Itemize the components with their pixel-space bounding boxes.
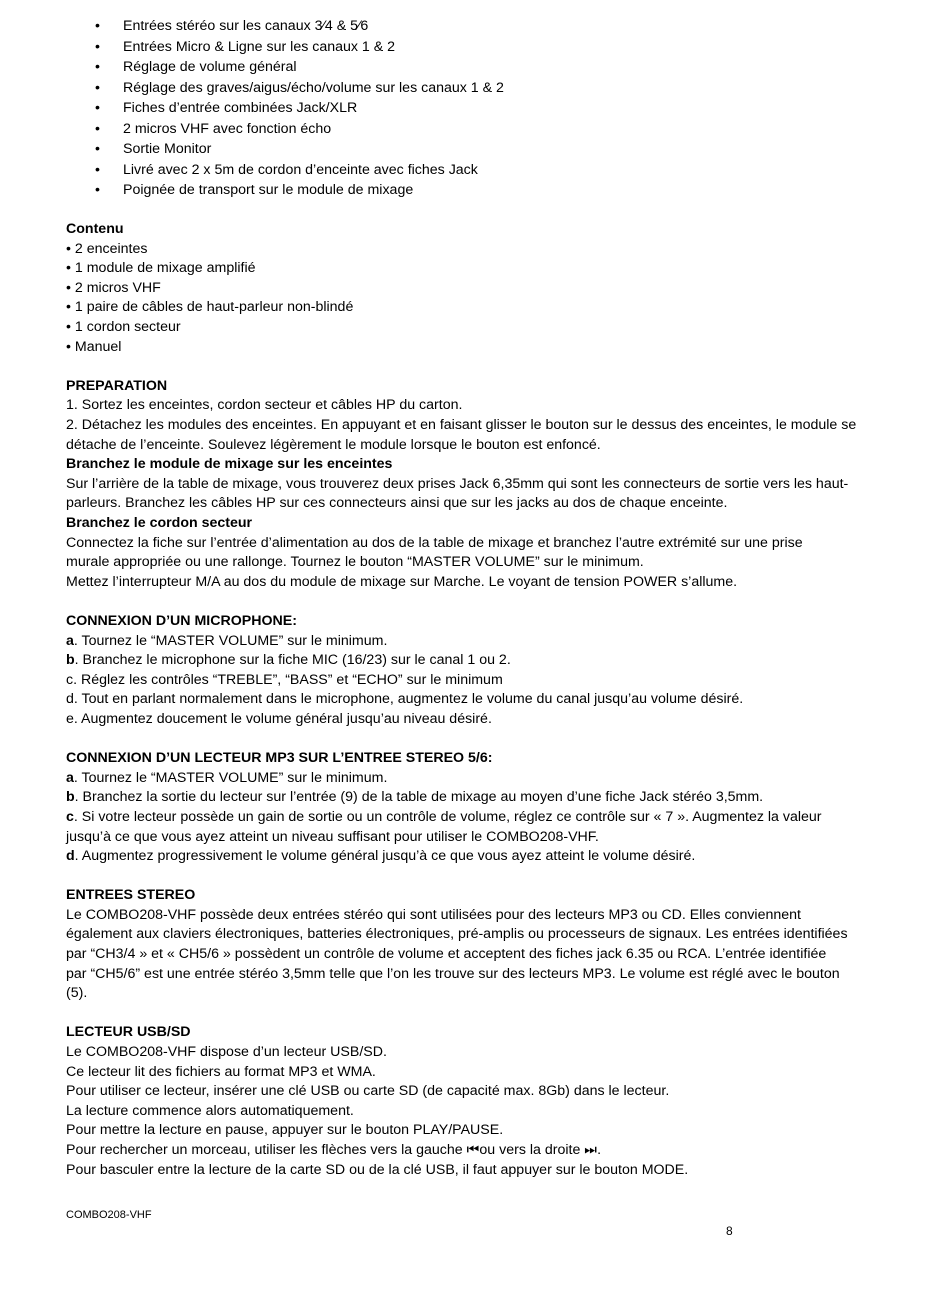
list-item: • Poignée de transport sur le module de mixage [66,180,886,201]
step-line: c. Si votre lecteur possède un gain de sortie ou un contrôle de volume, réglez ce contrôle sur « 7 ». Augmentez la valeur [66,808,822,825]
paragraph-line: 2. Détachez les modules des enceintes. En appuyant et en faisant glisser le bouton sur le dessus des enceintes, le module se [66,417,857,434]
document-page [66,16,886,1180]
paragraph-line: détache de l’enceinte. Soulevez légèrement le module lorsque le bouton est enfoncé. [66,436,601,453]
section-heading: CONNEXION D’UN MICROPHONE: [66,612,297,629]
paragraph-line: parleurs. Branchez les câbles HP sur ces connecteurs ainsi que sur les jacks au dos de chaque enceinte. [66,495,728,512]
paragraph-line: Pour utiliser ce lecteur, insérer une clé USB ou carte SD (de capacité max. 8Gb) dans le lecteur. [66,1083,670,1100]
step-key: c [66,808,74,825]
section-heading: ENTREES STEREO [66,887,196,904]
paragraph-line: Ce lecteur lit des fichiers au format MP3 et WMA. [66,1063,376,1080]
paragraph-line: Le COMBO208-VHF possède deux entrées stéréo qui sont utilisées pour des lecteurs MP3 ou CD. Elles conviennent [66,906,801,923]
paragraph-line: murale appropriée ou une rallonge. Tournez le bouton “MASTER VOLUME” sur le minimum. [66,554,644,571]
contenu-section [66,220,886,357]
contents-item: • Manuel [66,338,122,355]
paragraph-line: également aux claviers électroniques, batteries électroniques, pré-amplis ou processeurs de signaux. Les entrées identifiées [66,926,848,943]
stereo-section [66,886,886,1004]
paragraph-line: Pour rechercher un morceau, utiliser les flèches vers la gauche ⏮ou vers la droite ⏭. [66,1142,602,1158]
step-key: b [66,789,75,806]
step-key: a [66,632,74,649]
mp3-section [66,749,886,867]
subheading: Branchez le cordon secteur [66,515,253,531]
next-track-icon: ⏭ [584,1142,598,1158]
step-line: jusqu’à ce que vous ayez atteint un niveau suffisant pour utiliser le COMBO208-VHF. [66,828,599,845]
step-line: a. Tournez le “MASTER VOLUME” sur le minimum. [66,632,388,649]
microphone-section [66,612,886,730]
paragraph-line: La lecture commence alors automatiquement. [66,1102,354,1119]
step-line: a. Tournez le “MASTER VOLUME” sur le minimum. [66,769,388,786]
paragraph-line: par “CH5/6” est une entrée stéréo 3,5mm telle que l’on les trouve sur des lecteurs MP3. Le volume est réglé avec le bouton [66,965,840,982]
feature-list [66,16,886,201]
contents-item: • 1 module de mixage amplifié [66,260,256,277]
usb-section [66,1023,886,1180]
step-line: d. Tout en parlant normalement dans le microphone, augmentez le volume du canal jusqu’au volume désiré. [66,691,744,708]
section-heading: LECTEUR USB/SD [66,1024,191,1041]
step-key: d [66,848,75,865]
step-line: c. Réglez les contrôles “TREBLE”, “BASS” et “ECHO” sur le minimum [66,671,503,688]
list-item: • 2 micros VHF avec fonction écho [66,119,886,140]
list-item: • Réglage des graves/aigus/écho/volume sur les canaux 1 & 2 [66,78,886,99]
list-item: • Entrées stéréo sur les canaux 3⁄4 & 5⁄6 [66,16,886,37]
bullet-icon: • [95,182,100,198]
bullet-icon: • [95,79,100,96]
page-number: 8 [726,1224,733,1238]
paragraph-line: Connectez la fiche sur l’entrée d’alimentation au dos de la table de mixage et branchez l’autre extrémité sur une prise [66,534,803,551]
step-line: e. Augmentez doucement le volume général jusqu’au niveau désiré. [66,710,492,727]
list-item: • Fiches d’entrée combinées Jack/XLR [66,98,886,119]
list-item: • Entrées Micro & Ligne sur les canaux 1 & 2 [66,37,886,58]
contents-item: • 1 paire de câbles de haut-parleur non-blindé [66,299,354,316]
paragraph-line: Mettez l’interrupteur M/A au dos du module de mixage sur Marche. Le voyant de tension POWER s’allume. [66,573,738,590]
step-line: d. Augmentez progressivement le volume général jusqu’à ce que vous ayez atteint le volume désiré. [66,848,696,865]
step-line: b. Branchez le microphone sur la fiche MIC (16/23) sur le canal 1 ou 2. [66,652,511,669]
footer-model: COMBO208-VHF [66,1209,152,1221]
contents-item: • 2 enceintes [66,240,148,257]
paragraph-line: Pour basculer entre la lecture de la carte SD ou de la clé USB, il faut appuyer sur le bouton MODE. [66,1161,689,1178]
contents-item: • 2 micros VHF [66,279,161,296]
previous-track-icon: ⏮ [466,1142,480,1158]
step-key: b [66,652,75,669]
paragraph-line: Le COMBO208-VHF dispose d’un lecteur USB/SD. [66,1044,387,1061]
contents-item: • 1 cordon secteur [66,319,181,336]
section-heading: CONNEXION D’UN LECTEUR MP3 SUR L’ENTREE STEREO 5/6: [66,750,493,767]
subheading: Branchez le module de mixage sur les enceintes [66,456,393,473]
paragraph-line: par “CH3/4 » et « CH5/6 » possèdent un contrôle de volume et acceptent des fiches jack 6.35 ou RCA. L’entrée identifiée [66,946,827,963]
bullet-icon: • [95,141,100,157]
paragraph-line: Sur l’arrière de la table de mixage, vous trouverez deux prises Jack 6,35mm qui sont les connecteurs de sortie vers les haut- [66,475,849,492]
bullet-icon: • [95,59,100,75]
section-heading: Contenu [66,221,124,238]
bullet-icon: • [95,120,100,137]
bullet-icon: • [95,18,100,34]
paragraph-line: Pour mettre la lecture en pause, appuyer sur le bouton PLAY/PAUSE. [66,1122,504,1139]
bullet-icon: • [95,38,100,55]
paragraph-line: 1. Sortez les enceintes, cordon secteur et câbles HP du carton. [66,397,463,414]
bullet-icon: • [95,100,100,116]
list-item: • Réglage de volume général [66,57,886,78]
paragraph-line: (5). [66,985,88,1002]
step-line: b. Branchez la sortie du lecteur sur l’entrée (9) de la table de mixage au moyen d’une fiche Jack stéréo 3,5mm. [66,789,764,806]
section-heading: PREPARATION [66,377,168,394]
bullet-icon: • [95,161,100,178]
step-key: a [66,769,74,786]
list-item: • Sortie Monitor [66,139,886,160]
preparation-section [66,377,886,593]
list-item: • Livré avec 2 x 5m de cordon d’enceinte avec fiches Jack [66,160,886,181]
